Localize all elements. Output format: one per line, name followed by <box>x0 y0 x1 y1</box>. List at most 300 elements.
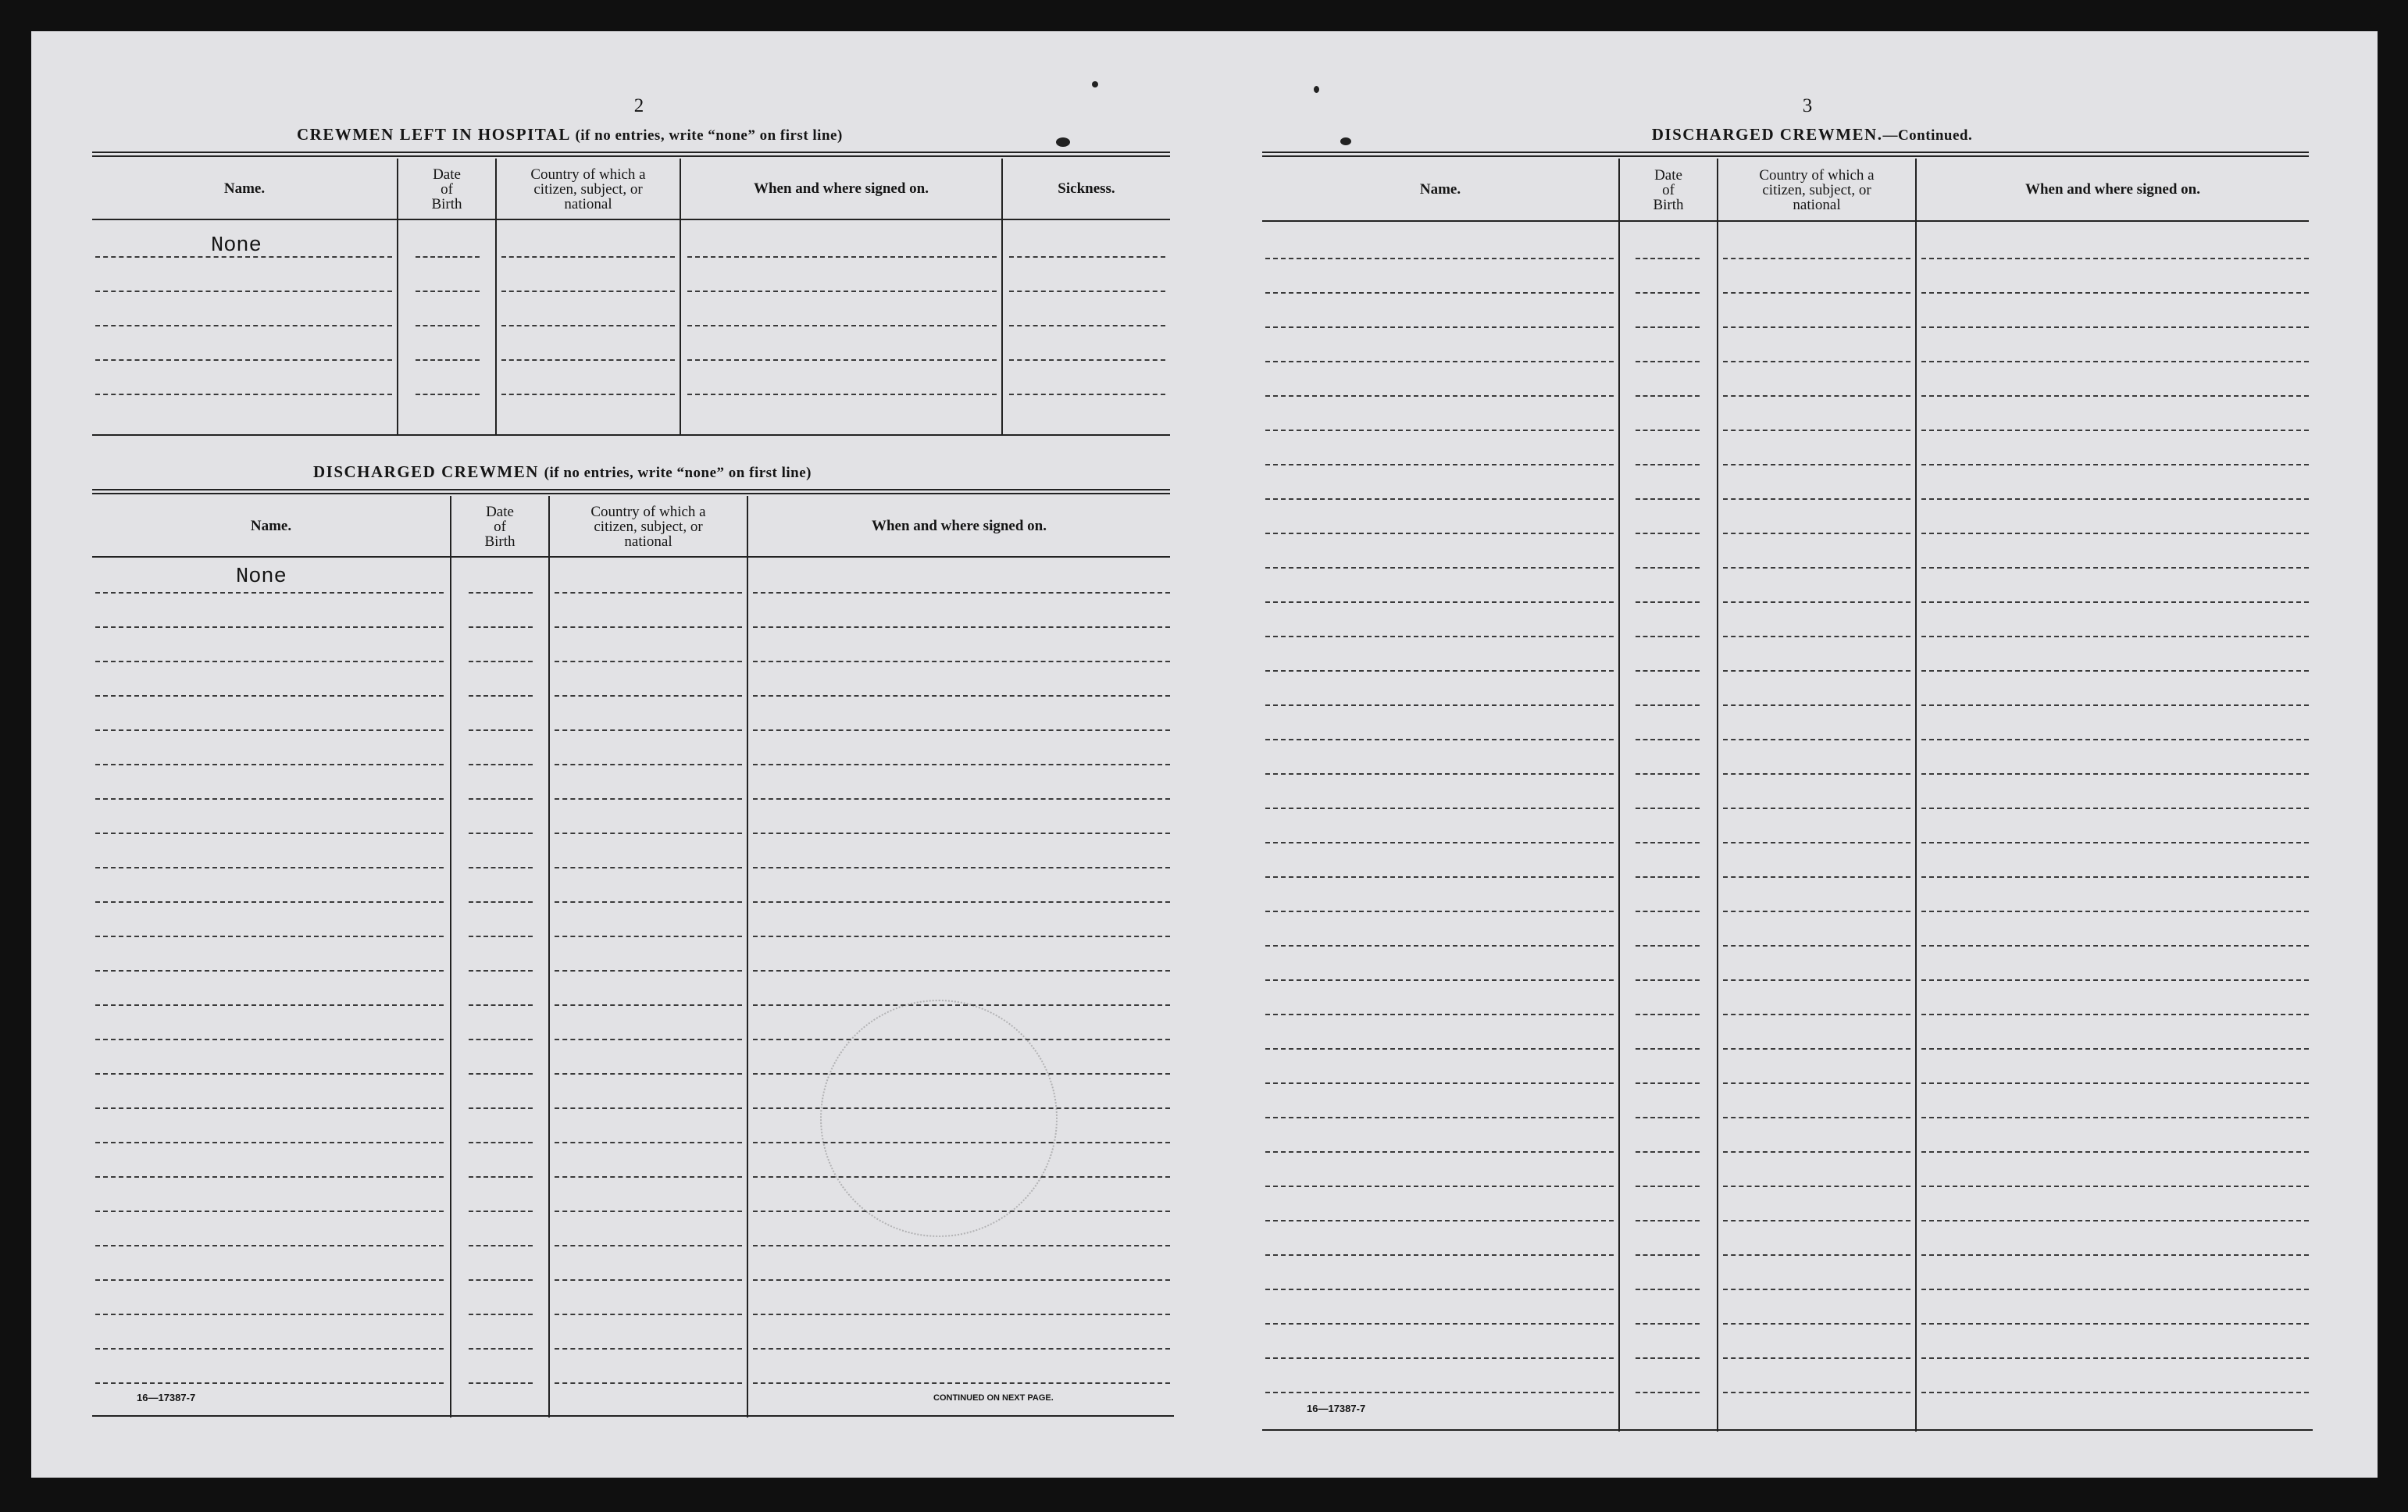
row-rule <box>469 1004 533 1006</box>
right-header-rule <box>1262 220 2309 222</box>
row-rule <box>1921 704 2309 706</box>
row-rule <box>1921 430 2309 431</box>
row-rule <box>753 1382 1170 1384</box>
row-rule <box>1723 739 1910 740</box>
row-rule <box>555 901 742 903</box>
row-rule <box>95 970 444 972</box>
row-rule <box>753 833 1170 834</box>
hospital-col-country: Country of which a citizen, subject, or national <box>530 166 646 212</box>
row-rule <box>1636 670 1700 672</box>
row-rule <box>555 798 742 800</box>
row-rule <box>1265 842 1614 843</box>
row-rule <box>1636 704 1700 706</box>
discharged-divider <box>747 496 748 1418</box>
right-bottom-rule <box>1262 1429 2313 1431</box>
row-rule <box>753 867 1170 868</box>
row-rule <box>753 1348 1170 1350</box>
row-rule <box>1921 1289 2309 1290</box>
discharged-col-when: When and where signed on. <box>871 518 1047 534</box>
row-rule <box>1636 1323 1700 1325</box>
row-rule <box>1723 258 1910 259</box>
row-rule <box>1265 773 1614 775</box>
row-rule <box>1265 1357 1614 1359</box>
row-rule <box>1723 1254 1910 1256</box>
row-rule <box>753 626 1170 628</box>
row-rule <box>1921 1323 2309 1325</box>
row-rule <box>1723 1151 1910 1153</box>
row-rule <box>555 729 742 731</box>
row-rule <box>469 1039 533 1040</box>
row-rule <box>416 325 480 326</box>
row-rule <box>1265 704 1614 706</box>
row-rule <box>1265 911 1614 912</box>
row-rule <box>1921 842 2309 843</box>
row-rule <box>95 1176 444 1178</box>
right-divider <box>1618 159 1620 1432</box>
row-rule <box>1921 670 2309 672</box>
row-rule <box>1636 326 1700 328</box>
row-rule <box>555 661 742 662</box>
discharged-entry-none: None <box>236 565 287 589</box>
row-rule <box>1723 911 1910 912</box>
row-rule <box>1265 361 1614 362</box>
row-rule <box>1265 533 1614 534</box>
row-rule <box>1921 1151 2309 1153</box>
row-rule <box>469 936 533 937</box>
row-rule <box>1921 911 2309 912</box>
row-rule <box>1636 395 1700 397</box>
row-rule <box>469 626 533 628</box>
row-rule <box>753 901 1170 903</box>
row-rule <box>95 1279 444 1281</box>
row-rule <box>1921 945 2309 947</box>
row-rule <box>469 1107 533 1109</box>
row-rule <box>469 1279 533 1281</box>
row-rule <box>1921 1117 2309 1118</box>
row-rule <box>1921 1357 2309 1359</box>
hospital-title-main: CREWMEN LEFT IN HOSPITAL <box>297 125 570 144</box>
row-rule <box>1265 1048 1614 1050</box>
row-rule <box>1265 430 1614 431</box>
right-form-number: 16—17387-7 <box>1307 1403 1366 1414</box>
row-rule <box>1636 1254 1700 1256</box>
row-rule <box>555 1176 742 1178</box>
row-rule <box>1723 498 1910 500</box>
hospital-top-rule-2 <box>92 155 1170 157</box>
row-rule <box>1265 945 1614 947</box>
discharged-top-rule-2 <box>92 493 1170 494</box>
row-rule <box>1636 773 1700 775</box>
row-rule <box>687 359 997 361</box>
hospital-divider <box>680 159 681 435</box>
discharged-header-rule <box>92 556 1170 558</box>
row-rule <box>1921 1014 2309 1015</box>
row-rule <box>1723 1392 1910 1393</box>
row-rule <box>1265 670 1614 672</box>
row-rule <box>1009 394 1165 395</box>
row-rule <box>95 1073 444 1075</box>
faded-stamp <box>820 1000 1058 1237</box>
row-rule <box>501 359 675 361</box>
row-rule <box>555 867 742 868</box>
hospital-col-when: When and where signed on. <box>753 180 929 197</box>
row-rule <box>1921 498 2309 500</box>
row-rule <box>1723 292 1910 294</box>
row-rule <box>1723 1289 1910 1290</box>
row-rule <box>1265 876 1614 878</box>
row-rule <box>1636 601 1700 603</box>
row-rule <box>469 1176 533 1178</box>
row-rule <box>1636 739 1700 740</box>
row-rule <box>555 1382 742 1384</box>
hospital-col-sickness: Sickness. <box>1058 180 1115 197</box>
row-rule <box>95 936 444 937</box>
row-rule <box>469 1348 533 1350</box>
row-rule <box>469 695 533 697</box>
row-rule <box>1723 326 1910 328</box>
row-rule <box>1265 1186 1614 1187</box>
row-rule <box>95 1004 444 1006</box>
hospital-entry-none: None <box>211 234 262 258</box>
discharged-divider <box>548 496 550 1418</box>
row-rule <box>1723 876 1910 878</box>
scan-speck <box>1340 137 1351 145</box>
row-rule <box>1921 361 2309 362</box>
row-rule <box>1723 1117 1910 1118</box>
row-rule <box>1723 395 1910 397</box>
row-rule <box>555 1073 742 1075</box>
row-rule <box>1921 979 2309 981</box>
row-rule <box>1265 258 1614 259</box>
row-rule <box>753 1314 1170 1315</box>
hospital-col-date: Date of Birth <box>431 166 462 212</box>
row-rule <box>1009 256 1165 258</box>
row-rule <box>555 695 742 697</box>
right-col-country: Country of which a citizen, subject, or national <box>1759 166 1875 213</box>
discharged-section-title <box>297 462 828 482</box>
row-rule <box>753 1279 1170 1281</box>
row-rule <box>1009 359 1165 361</box>
row-rule <box>1265 1082 1614 1084</box>
row-rule <box>1265 979 1614 981</box>
row-rule <box>95 729 444 731</box>
row-rule <box>1265 1117 1614 1118</box>
right-section-title <box>1554 125 2070 144</box>
row-rule <box>1009 325 1165 326</box>
row-rule <box>1723 773 1910 775</box>
row-rule <box>1921 1186 2309 1187</box>
row-rule <box>1265 326 1614 328</box>
hospital-divider <box>1001 159 1003 435</box>
row-rule <box>1636 1151 1700 1153</box>
row-rule <box>753 798 1170 800</box>
row-rule <box>1636 1220 1700 1221</box>
hospital-title-note: (if no entries, write “none” on first line) <box>575 127 843 144</box>
row-rule <box>95 592 444 594</box>
row-rule <box>1921 326 2309 328</box>
row-rule <box>1009 291 1165 292</box>
row-rule <box>1723 808 1910 809</box>
row-rule <box>1265 739 1614 740</box>
row-rule <box>501 325 675 326</box>
row-rule <box>1723 1357 1910 1359</box>
hospital-divider <box>397 159 398 435</box>
row-rule <box>95 1142 444 1143</box>
row-rule <box>95 1348 444 1350</box>
row-rule <box>1723 670 1910 672</box>
row-rule <box>469 592 533 594</box>
discharged-divider <box>450 496 451 1418</box>
row-rule <box>1723 1220 1910 1221</box>
row-rule <box>1265 1289 1614 1290</box>
row-rule <box>1723 1186 1910 1187</box>
row-rule <box>555 1039 742 1040</box>
row-rule <box>1636 464 1700 465</box>
row-rule <box>1636 1014 1700 1015</box>
row-rule <box>95 661 444 662</box>
hospital-section-title <box>297 125 843 144</box>
row-rule <box>1265 567 1614 569</box>
row-rule <box>416 291 480 292</box>
scan-speck <box>1092 81 1098 87</box>
row-rule <box>753 764 1170 765</box>
row-rule <box>469 1314 533 1315</box>
row-rule <box>95 867 444 868</box>
row-rule <box>1265 1392 1614 1393</box>
row-rule <box>1921 1254 2309 1256</box>
row-rule <box>469 867 533 868</box>
row-rule <box>1636 636 1700 637</box>
row-rule <box>1265 1323 1614 1325</box>
row-rule <box>95 325 392 326</box>
continued-note: CONTINUED ON NEXT PAGE. <box>933 1393 1054 1403</box>
row-rule <box>1265 808 1614 809</box>
row-rule <box>469 1382 533 1384</box>
right-divider <box>1717 159 1718 1432</box>
row-rule <box>1636 1186 1700 1187</box>
row-rule <box>1636 1289 1700 1290</box>
row-rule <box>1723 1323 1910 1325</box>
row-rule <box>753 661 1170 662</box>
row-rule <box>1636 567 1700 569</box>
left-form-number: 16—17387-7 <box>137 1392 196 1403</box>
row-rule <box>95 1211 444 1212</box>
row-rule <box>1636 1082 1700 1084</box>
left-page-number: 2 <box>633 95 644 116</box>
discharged-top-rule <box>92 489 1170 490</box>
row-rule <box>1723 430 1910 431</box>
row-rule <box>1723 601 1910 603</box>
row-rule <box>1723 945 1910 947</box>
right-top-rule-2 <box>1262 155 2309 157</box>
row-rule <box>555 1211 742 1212</box>
row-rule <box>1723 1014 1910 1015</box>
row-rule <box>469 833 533 834</box>
row-rule <box>687 256 997 258</box>
row-rule <box>501 291 675 292</box>
right-col-when: When and where signed on. <box>2025 181 2200 198</box>
row-rule <box>469 764 533 765</box>
row-rule <box>555 1004 742 1006</box>
discharged-col-name: Name. <box>250 518 292 534</box>
row-rule <box>1636 911 1700 912</box>
row-rule <box>1921 1048 2309 1050</box>
row-rule <box>95 359 392 361</box>
document-sheet <box>31 31 2378 1478</box>
row-rule <box>555 833 742 834</box>
row-rule <box>1921 1392 2309 1393</box>
row-rule <box>95 626 444 628</box>
right-col-date: Date of Birth <box>1653 166 1684 213</box>
right-title-main: DISCHARGED CREWMEN. <box>1651 125 1883 144</box>
row-rule <box>1265 1014 1614 1015</box>
row-rule <box>469 970 533 972</box>
row-rule <box>555 1314 742 1315</box>
row-rule <box>753 970 1170 972</box>
row-rule <box>501 256 675 258</box>
hospital-col-name: Name. <box>223 180 266 197</box>
row-rule <box>1723 464 1910 465</box>
row-rule <box>416 359 480 361</box>
row-rule <box>1723 636 1910 637</box>
row-rule <box>555 1142 742 1143</box>
row-rule <box>95 695 444 697</box>
row-rule <box>1921 395 2309 397</box>
row-rule <box>753 1245 1170 1246</box>
row-rule <box>555 970 742 972</box>
row-rule <box>469 661 533 662</box>
row-rule <box>555 1348 742 1350</box>
row-rule <box>95 394 392 395</box>
row-rule <box>1921 1082 2309 1084</box>
row-rule <box>469 1142 533 1143</box>
row-rule <box>1636 945 1700 947</box>
row-rule <box>555 936 742 937</box>
row-rule <box>1723 842 1910 843</box>
row-rule <box>1636 292 1700 294</box>
row-rule <box>469 1073 533 1075</box>
row-rule <box>1921 739 2309 740</box>
row-rule <box>95 798 444 800</box>
row-rule <box>1265 1151 1614 1153</box>
row-rule <box>1921 533 2309 534</box>
right-col-name: Name. <box>1419 181 1461 198</box>
row-rule <box>753 695 1170 697</box>
row-rule <box>1265 636 1614 637</box>
row-rule <box>687 291 997 292</box>
discharged-col-country: Country of which a citizen, subject, or national <box>590 503 706 550</box>
row-rule <box>1921 808 2309 809</box>
scan-speck <box>1314 86 1319 93</box>
row-rule <box>1636 1117 1700 1118</box>
hospital-top-rule <box>92 152 1170 153</box>
row-rule <box>1921 567 2309 569</box>
row-rule <box>1921 292 2309 294</box>
row-rule <box>1636 258 1700 259</box>
row-rule <box>95 901 444 903</box>
right-top-rule <box>1262 152 2309 153</box>
row-rule <box>95 291 392 292</box>
row-rule <box>687 394 997 395</box>
right-title-note: —Continued. <box>1882 127 1973 144</box>
right-page-number: 3 <box>1802 95 1813 116</box>
row-rule <box>1265 292 1614 294</box>
discharged-title-note: (if no entries, write “none” on first line) <box>544 465 812 481</box>
row-rule <box>1636 1392 1700 1393</box>
row-rule <box>1636 808 1700 809</box>
row-rule <box>1265 498 1614 500</box>
row-rule <box>469 1245 533 1246</box>
row-rule <box>1636 1048 1700 1050</box>
row-rule <box>1636 842 1700 843</box>
row-rule <box>95 1245 444 1246</box>
right-divider <box>1915 159 1917 1432</box>
discharged-title-main: DISCHARGED CREWMEN <box>312 462 539 481</box>
discharged-col-date: Date of Birth <box>484 503 515 550</box>
row-rule <box>1636 533 1700 534</box>
row-rule <box>1636 498 1700 500</box>
row-rule <box>469 729 533 731</box>
row-rule <box>416 256 480 258</box>
row-rule <box>95 1039 444 1040</box>
row-rule <box>1723 979 1910 981</box>
row-rule <box>501 394 675 395</box>
row-rule <box>1723 533 1910 534</box>
row-rule <box>1636 361 1700 362</box>
hospital-bottom-rule <box>92 434 1170 436</box>
row-rule <box>687 325 997 326</box>
row-rule <box>1921 636 2309 637</box>
row-rule <box>1921 601 2309 603</box>
row-rule <box>95 1382 444 1384</box>
row-rule <box>416 394 480 395</box>
row-rule <box>555 1107 742 1109</box>
row-rule <box>555 1245 742 1246</box>
row-rule <box>1265 1220 1614 1221</box>
row-rule <box>1636 876 1700 878</box>
row-rule <box>1265 1254 1614 1256</box>
row-rule <box>753 592 1170 594</box>
row-rule <box>555 592 742 594</box>
hospital-divider <box>495 159 497 435</box>
row-rule <box>1723 704 1910 706</box>
row-rule <box>95 1314 444 1315</box>
row-rule <box>1636 430 1700 431</box>
row-rule <box>1723 1082 1910 1084</box>
row-rule <box>1921 1220 2309 1221</box>
row-rule <box>1723 567 1910 569</box>
row-rule <box>95 764 444 765</box>
row-rule <box>1723 361 1910 362</box>
row-rule <box>1265 464 1614 465</box>
row-rule <box>1921 876 2309 878</box>
row-rule <box>753 729 1170 731</box>
scan-speck <box>1056 137 1070 147</box>
row-rule <box>95 833 444 834</box>
row-rule <box>95 256 392 258</box>
row-rule <box>95 1107 444 1109</box>
row-rule <box>555 1279 742 1281</box>
row-rule <box>753 936 1170 937</box>
row-rule <box>1723 1048 1910 1050</box>
row-rule <box>469 1211 533 1212</box>
row-rule <box>555 626 742 628</box>
row-rule <box>1265 601 1614 603</box>
row-rule <box>1265 395 1614 397</box>
row-rule <box>1921 773 2309 775</box>
row-rule <box>469 798 533 800</box>
row-rule <box>1921 464 2309 465</box>
